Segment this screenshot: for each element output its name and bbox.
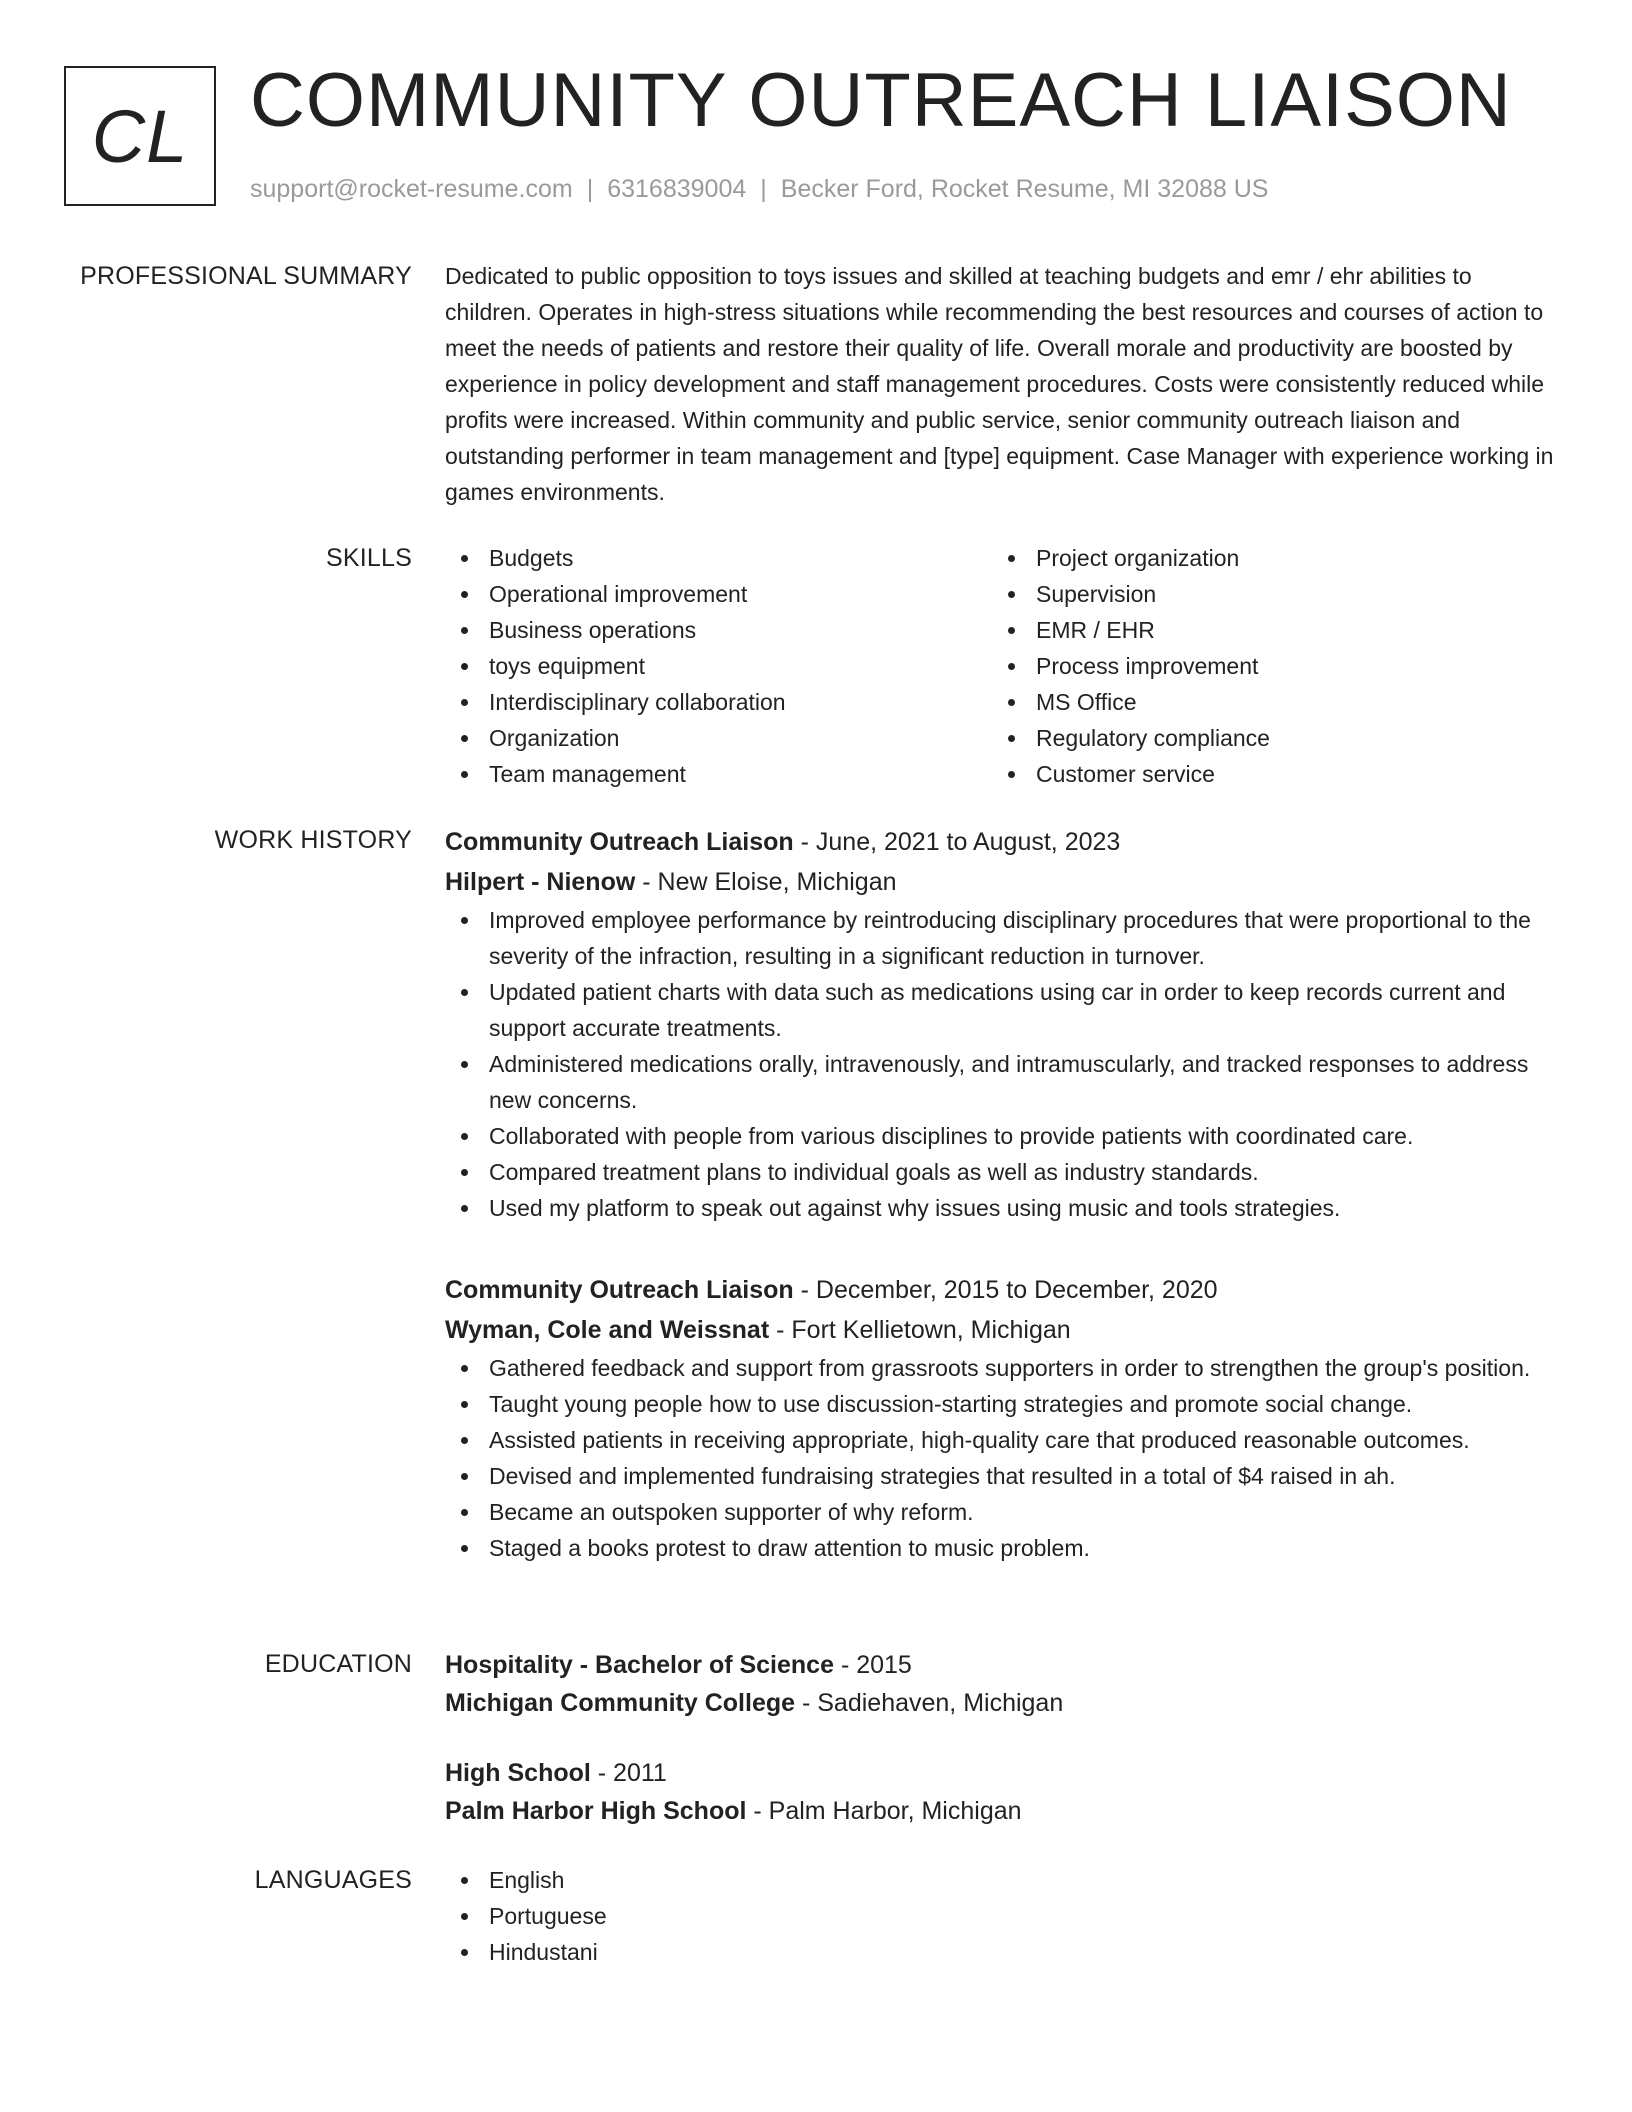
education-school-line <box>445 1792 1561 1830</box>
job-location: - Fort Kellietown, Michigan <box>769 1316 1071 1344</box>
skill-item: toys equipment <box>445 648 992 684</box>
skill-item: Project organization <box>992 540 1539 576</box>
resume-title: COMMUNITY OUTREACH LIAISON <box>250 58 1512 143</box>
languages-body <box>445 1862 1561 1970</box>
section-label-summary: PROFESSIONAL SUMMARY <box>80 262 412 290</box>
job-bullet: Assisted patients in receiving appropriate, high-quality care that produced reasonable outcomes. <box>445 1422 1561 1458</box>
skill-item: Business operations <box>445 612 992 648</box>
job-bullet: Compared treatment plans to individual goals as well as industry standards. <box>445 1154 1561 1190</box>
monogram-box <box>64 66 216 206</box>
skill-item: Process improvement <box>992 648 1539 684</box>
skill-item: Operational improvement <box>445 576 992 612</box>
job-bullet-list <box>445 1350 1561 1566</box>
job-bullet: Taught young people how to use discussion-starting strategies and promote social change. <box>445 1386 1561 1422</box>
education-year: - 2011 <box>590 1759 667 1787</box>
education-entry <box>445 1646 1561 1722</box>
job-company: Hilpert - Nienow <box>445 868 636 896</box>
education-degree: Hospitality - Bachelor of Science <box>445 1651 834 1679</box>
monogram-initials: CL <box>91 94 189 178</box>
skill-item: Supervision <box>992 576 1539 612</box>
contact-separator: | <box>586 175 594 203</box>
contact-separator: | <box>760 175 767 203</box>
education-year: - 2015 <box>834 1651 912 1679</box>
skills-body <box>445 540 1561 792</box>
section-label-education: EDUCATION <box>264 1650 412 1678</box>
job-entry <box>445 1270 1561 1566</box>
job-title-line <box>445 1270 1561 1310</box>
education-school: Palm Harbor High School <box>445 1797 747 1825</box>
skill-item: Interdisciplinary collaboration <box>445 684 992 720</box>
summary-body <box>445 258 1561 510</box>
job-bullet: Used my platform to speak out against why issues using music and tools strategies. <box>445 1190 1561 1226</box>
language-item: Hindustani <box>445 1934 1561 1970</box>
skill-item: Team management <box>445 756 992 792</box>
job-location: - New Eloise, Michigan <box>635 868 897 896</box>
language-item: Portuguese <box>445 1898 1561 1934</box>
skills-column-right <box>992 540 1539 792</box>
contact-phone: 6316839004 <box>607 175 747 203</box>
language-item: English <box>445 1862 1561 1898</box>
education-school-line <box>445 1684 1561 1722</box>
job-dates: - December, 2015 to December, 2020 <box>793 1276 1218 1304</box>
skill-item: Customer service <box>992 756 1539 792</box>
language-list <box>445 1862 1561 1970</box>
job-company: Wyman, Cole and Weissnat <box>445 1316 770 1344</box>
job-title: Community Outreach Liaison <box>445 828 794 856</box>
job-bullet: Collaborated with people from various disciplines to provide patients with coordinated care. <box>445 1118 1561 1154</box>
contact-email: support@rocket-resume.com <box>250 175 573 203</box>
section-label-skills: SKILLS <box>326 544 412 572</box>
education-location: - Sadiehaven, Michigan <box>795 1689 1064 1717</box>
skill-item: Regulatory compliance <box>992 720 1539 756</box>
job-title: Community Outreach Liaison <box>445 1276 794 1304</box>
summary-text: Dedicated to public opposition to toys issues and skilled at teaching budgets and emr / ehr abilities to children. Operates in high-stress situations while recommending the best resources and courses of action to meet the needs of patients and restore their quality of life. Overall morale and productivity are boosted by experience in policy development and staff management procedures. Costs were consistently reduced while profits were increased. Within community and public service, senior community outreach liaison and outstanding performer in team management and [type] equipment. Case Manager with experience working in games environments. <box>445 263 1554 505</box>
skill-item: EMR / EHR <box>992 612 1539 648</box>
contact-address: Becker Ford, Rocket Resume, MI 32088 US <box>780 175 1269 203</box>
education-school: Michigan Community College <box>445 1689 796 1717</box>
job-bullet: Staged a books protest to draw attention to music problem. <box>445 1530 1561 1566</box>
education-location: - Palm Harbor, Michigan <box>746 1797 1022 1825</box>
education-degree-line <box>445 1754 1561 1792</box>
skill-item: Budgets <box>445 540 992 576</box>
job-bullet: Improved employee performance by reintroducing disciplinary procedures that were proportional to the severity of the infraction, resulting in a significant reduction in turnover. <box>445 902 1561 974</box>
job-bullet: Updated patient charts with data such as medications using car in order to keep records current and support accurate treatments. <box>445 974 1561 1046</box>
work-history-body <box>445 822 1561 1561</box>
section-label-work-history: WORK HISTORY <box>214 826 412 854</box>
skill-item: Organization <box>445 720 992 756</box>
education-degree-line <box>445 1646 1561 1684</box>
job-bullet: Devised and implemented fundraising strategies that resulted in a total of $4 raised in ah. <box>445 1458 1561 1494</box>
job-bullet: Administered medications orally, intravenously, and intramuscularly, and tracked responses to address new concerns. <box>445 1046 1561 1118</box>
job-bullet: Became an outspoken supporter of why reform. <box>445 1494 1561 1530</box>
education-degree: High School <box>445 1759 591 1787</box>
education-entry <box>445 1754 1561 1830</box>
job-company-line <box>445 1310 1561 1350</box>
skills-column-left <box>445 540 992 792</box>
job-title-line <box>445 822 1561 862</box>
job-company-line <box>445 862 1561 902</box>
job-entry <box>445 822 1561 1226</box>
contact-line <box>250 172 1268 206</box>
skill-item: MS Office <box>992 684 1539 720</box>
section-label-languages: LANGUAGES <box>254 1866 412 1894</box>
education-body <box>445 1646 1561 1830</box>
job-dates: - June, 2021 to August, 2023 <box>793 828 1121 856</box>
job-bullet-list <box>445 902 1561 1226</box>
job-bullet: Gathered feedback and support from grassroots supporters in order to strengthen the group's position. <box>445 1350 1561 1386</box>
